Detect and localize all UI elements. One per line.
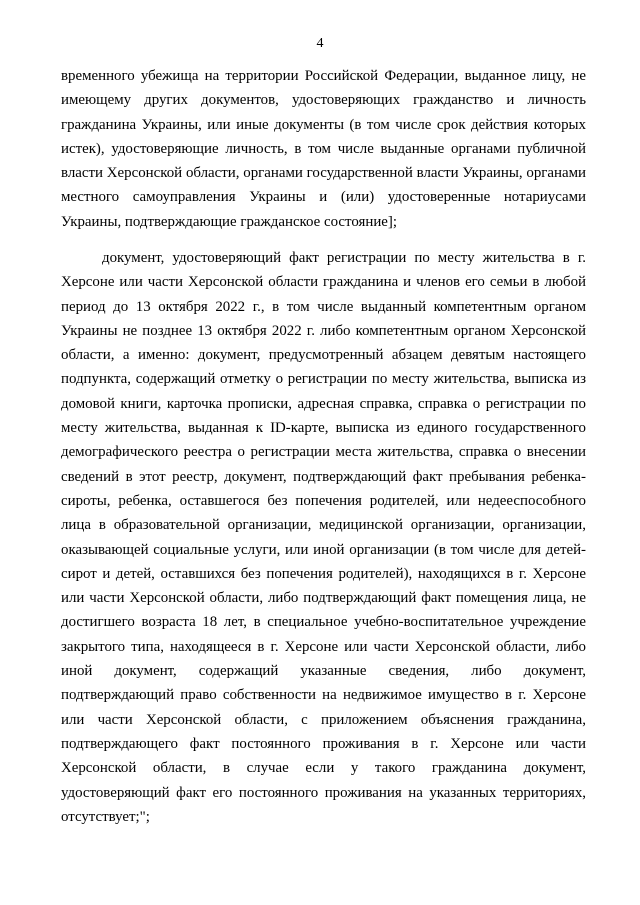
paragraph-text: временного убежища на территории Российской Федерации, выданное лицу, не имеющему других документов, удостоверяющих гражданство и личность гражданина Украины, или иные документы (в том числе срок действия которых истек), удостоверяющие личность, в том числе выданные органами публичной власти Херсонской области, органами государственной власти Украины, органами местного самоуправления Украины и (или) удостоверенные нотариусами Украины, подтверждающие гражданское состояние]; (61, 68, 586, 230)
paragraph-continuation (61, 64, 586, 234)
paragraph-residence-document (61, 246, 586, 829)
paragraph-text: документ, удостоверяющий факт регистрации по месту жительства в г. Херсоне или части Херсонской области гражданина и членов его семьи в любой период до 13 октября 2022 г., в том числе выданный компетентным органом Украины не позднее 13 октября 2022 г. либо компетентным органом Херсонской области, а именно: документ, предусмотренный абзацем девятым настоящего подпункта, содержащий отметку о регистрации по месту жительства, выписка из домовой книги, карточка прописки, адресная справка, справка о регистрации по месту жительства, выданная к ID-карте, выписка из единого государственного демографического реестра о регистрации места жительства, справка о внесении сведений в этот реестр, документ, подтверждающий факт пребывания ребенка-сироты, ребенка, оставшегося без попечения родителей, или недееспособного лица в образовательной организации, медицинской организации, организации, оказывающей социальные услуги, или иной организации (в том числе для детей-сирот и детей, оставшихся без попечения родителей), находящихся в г. Херсоне или части Херсонской области, либо подтверждающий факт помещения лица, не достигшего возраста 18 лет, в специальное учебно-воспитательное учреждение закрытого типа, находящееся в г. Херсоне или части Херсонской области, либо иной документ, содержащий указанные сведения, либо документ, подтверждающий право собственности на недвижимое имущество в г. Херсоне или части Херсонской области, с приложением объяснения гражданина, подтверждающего факт постоянного проживания в г. Херсоне или части Херсонской области, в случае если у такого гражданина документ, удостоверяющий факт его постоянного проживания на указанных территориях, отсутствует;"; (61, 250, 586, 825)
page-number: 4 (316, 36, 324, 51)
